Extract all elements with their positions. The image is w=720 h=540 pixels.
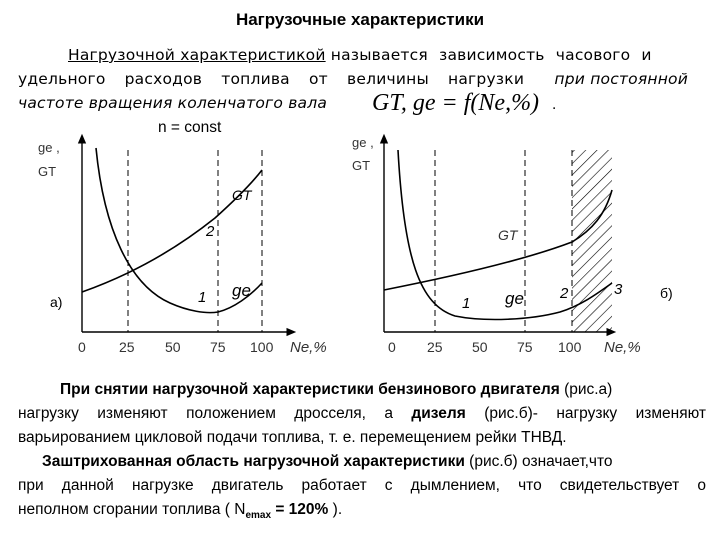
chart-a-x-axis-label: Ne,%	[290, 339, 327, 356]
p2-value: = 120%	[275, 501, 329, 518]
paragraph-1-line-2	[18, 402, 706, 426]
intro-line1-rest: называется зависимость часового и	[330, 46, 652, 64]
p2-rest: (рис.б) означает,что	[469, 453, 613, 470]
intro-line2-text: удельного расходов топлива от величины нагрузки	[18, 70, 525, 88]
chart-a-point-1: 1	[198, 289, 207, 306]
chart-a-tick-25: 25	[119, 339, 135, 355]
chart-b-ge-label: ge	[505, 289, 524, 308]
chart-b-x-axis-label: Ne,%	[604, 339, 641, 356]
chart-a-gt-label: GT	[232, 187, 252, 203]
chart-a-point-2: 2	[206, 223, 215, 240]
paragraph-2-line-2: при данной нагрузке двигатель работает с дымлением, что свидетельствует о	[18, 477, 706, 494]
p1-rest: (рис.а)	[564, 381, 613, 398]
p2-sub: emax	[245, 510, 272, 522]
p2-bold: Заштрихованная область нагрузочной характеристики	[42, 453, 465, 470]
p1-diesel: дизеля	[411, 405, 466, 422]
intro-term: Нагрузочной характеристикой	[68, 46, 326, 64]
chart-a-tick-0: 0	[78, 339, 86, 355]
paragraph-2-line-3	[18, 498, 706, 528]
p2-end: ).	[332, 501, 343, 518]
p1-line2: нагрузку изменяют положением дросселя, а	[18, 405, 393, 422]
paragraph-1-line-3: варьированием цикловой подачи топлива, т. е. перемещением рейки ТНВД.	[18, 429, 567, 446]
n-const-label: n = const	[158, 119, 222, 136]
paragraph-2-line-1	[18, 450, 706, 474]
chart-b-y-label-gt: GT	[352, 158, 371, 173]
intro-line2-italic: при постоянной	[554, 70, 688, 88]
chart-b-point-2: 2	[560, 285, 569, 302]
chart-b-y-label-ge: ge ,	[352, 135, 374, 150]
chart-b-tick-50: 50	[472, 339, 488, 355]
chart-a-ge-label: ge	[232, 281, 251, 300]
chart-a-tick-100: 100	[250, 339, 274, 355]
chart-b-point-1: 1	[462, 295, 471, 312]
chart-a-y-label-ge: ge ,	[38, 140, 60, 155]
chart-b-label: б)	[660, 285, 673, 301]
chart-a-label: а)	[50, 294, 63, 310]
paragraph-1	[18, 378, 706, 528]
chart-a-tick-50: 50	[165, 339, 181, 355]
intro-line-3: частоте вращения коленчатого вала	[18, 94, 328, 112]
chart-b-point-3: 3	[614, 281, 623, 298]
chart-b	[340, 130, 720, 370]
page-title: Нагрузочные характеристики	[235, 10, 485, 29]
chart-a	[0, 130, 360, 370]
p2-line3: неполном сгорании топлива ( N	[18, 501, 246, 518]
intro-line-1	[68, 46, 652, 64]
formula-end: .	[552, 96, 557, 113]
chart-a-tick-75: 75	[210, 339, 226, 355]
chart-b-tick-75: 75	[517, 339, 533, 355]
chart-b-tick-0: 0	[388, 339, 396, 355]
p1-bold: При снятии нагрузочной характеристики бензинового двигателя	[60, 381, 560, 398]
chart-b-tick-100: 100	[558, 339, 582, 355]
p1-line2-rest: (рис.б)- нагрузку изменяют	[484, 405, 706, 422]
intro-line-2	[18, 70, 688, 88]
chart-b-gt-label: GT	[498, 227, 518, 243]
chart-b-tick-25: 25	[427, 339, 443, 355]
formula: GT, ge = f(Ne,%)	[372, 90, 540, 116]
paragraph-1-line-1	[18, 378, 706, 402]
chart-a-y-label-gt: GT	[38, 164, 57, 179]
